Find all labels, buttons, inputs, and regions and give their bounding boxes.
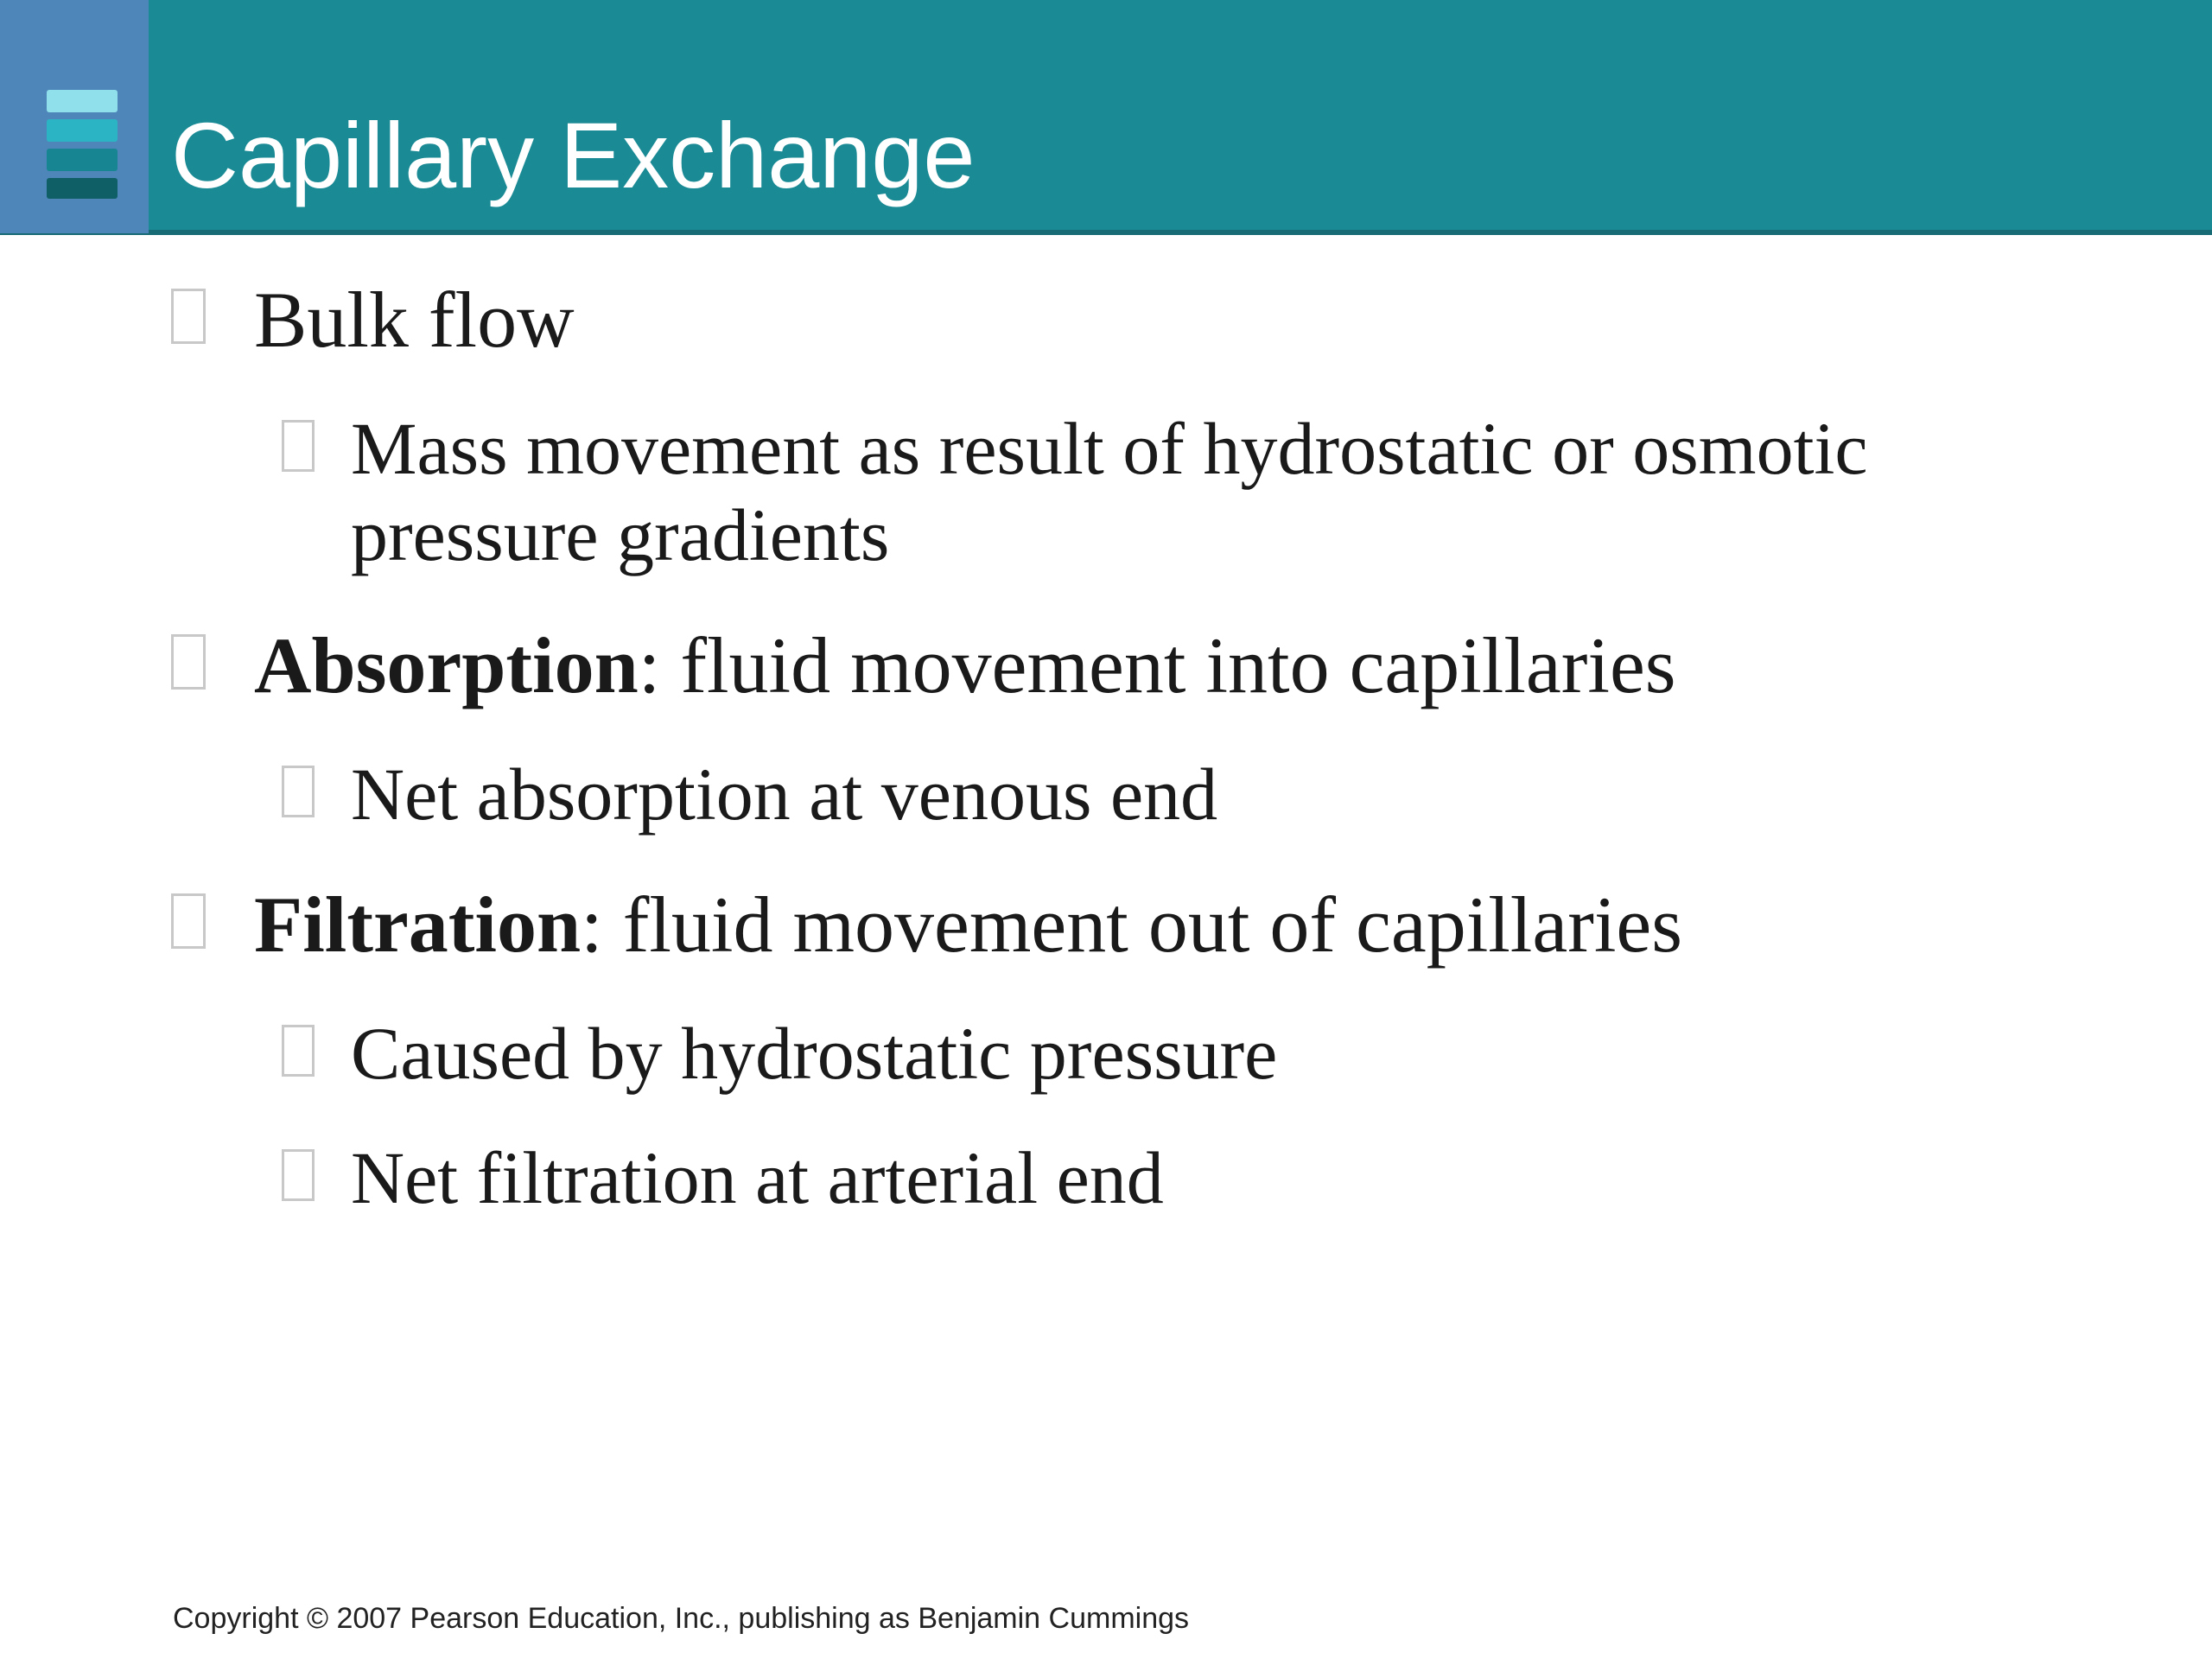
hollow-square-bullet-icon bbox=[282, 766, 315, 817]
bullet-term: Absorption bbox=[254, 621, 639, 709]
bullet-bulk-flow bbox=[171, 276, 2072, 372]
stack-bar-2 bbox=[47, 119, 118, 142]
hollow-square-bullet-icon bbox=[171, 893, 206, 949]
bullet-text: Caused by hydrostatic pressure bbox=[351, 1012, 1278, 1095]
hollow-square-bullet-icon bbox=[171, 634, 206, 690]
bullet-text: Net filtration at arterial end bbox=[351, 1136, 1164, 1219]
sub-bullet-net-filtration bbox=[282, 1136, 2096, 1232]
sub-bullet-mass-movement bbox=[282, 407, 2096, 589]
bullet-text: Bulk flow bbox=[254, 276, 575, 364]
bullet-definition: : fluid movement into capillaries bbox=[638, 621, 1676, 709]
hollow-square-bullet-icon bbox=[171, 289, 206, 344]
bullet-text bbox=[254, 880, 1683, 969]
bullet-term: Filtration bbox=[254, 880, 582, 969]
bullet-filtration bbox=[171, 880, 2072, 976]
bullet-definition: : fluid movement out of capillaries bbox=[581, 880, 1683, 969]
sub-bullet-net-absorption bbox=[282, 753, 2096, 849]
bullet-absorption bbox=[171, 621, 2072, 717]
stack-bar-1 bbox=[47, 90, 118, 112]
copyright-footer: Copyright © 2007 Pearson Education, Inc., publishing as Benjamin Cummings bbox=[173, 1602, 1190, 1635]
slide-title: Capillary Exchange bbox=[171, 103, 976, 207]
header-side-block bbox=[0, 0, 149, 233]
sub-bullet-hydrostatic-pressure bbox=[282, 1012, 2096, 1108]
bullet-text-line2: pressure gradients bbox=[351, 493, 890, 576]
hollow-square-bullet-icon bbox=[282, 420, 315, 472]
stack-bars-icon bbox=[47, 90, 118, 200]
bullet-text-line1: Mass movement as result of hydrostatic or osmotic bbox=[351, 407, 1868, 490]
stack-bar-4 bbox=[47, 178, 118, 199]
hollow-square-bullet-icon bbox=[282, 1149, 315, 1201]
header-divider bbox=[0, 230, 2212, 235]
hollow-square-bullet-icon bbox=[282, 1025, 315, 1077]
bullet-text bbox=[254, 621, 1676, 709]
stack-bar-3 bbox=[47, 149, 118, 171]
bullet-text: Net absorption at venous end bbox=[351, 753, 1218, 836]
